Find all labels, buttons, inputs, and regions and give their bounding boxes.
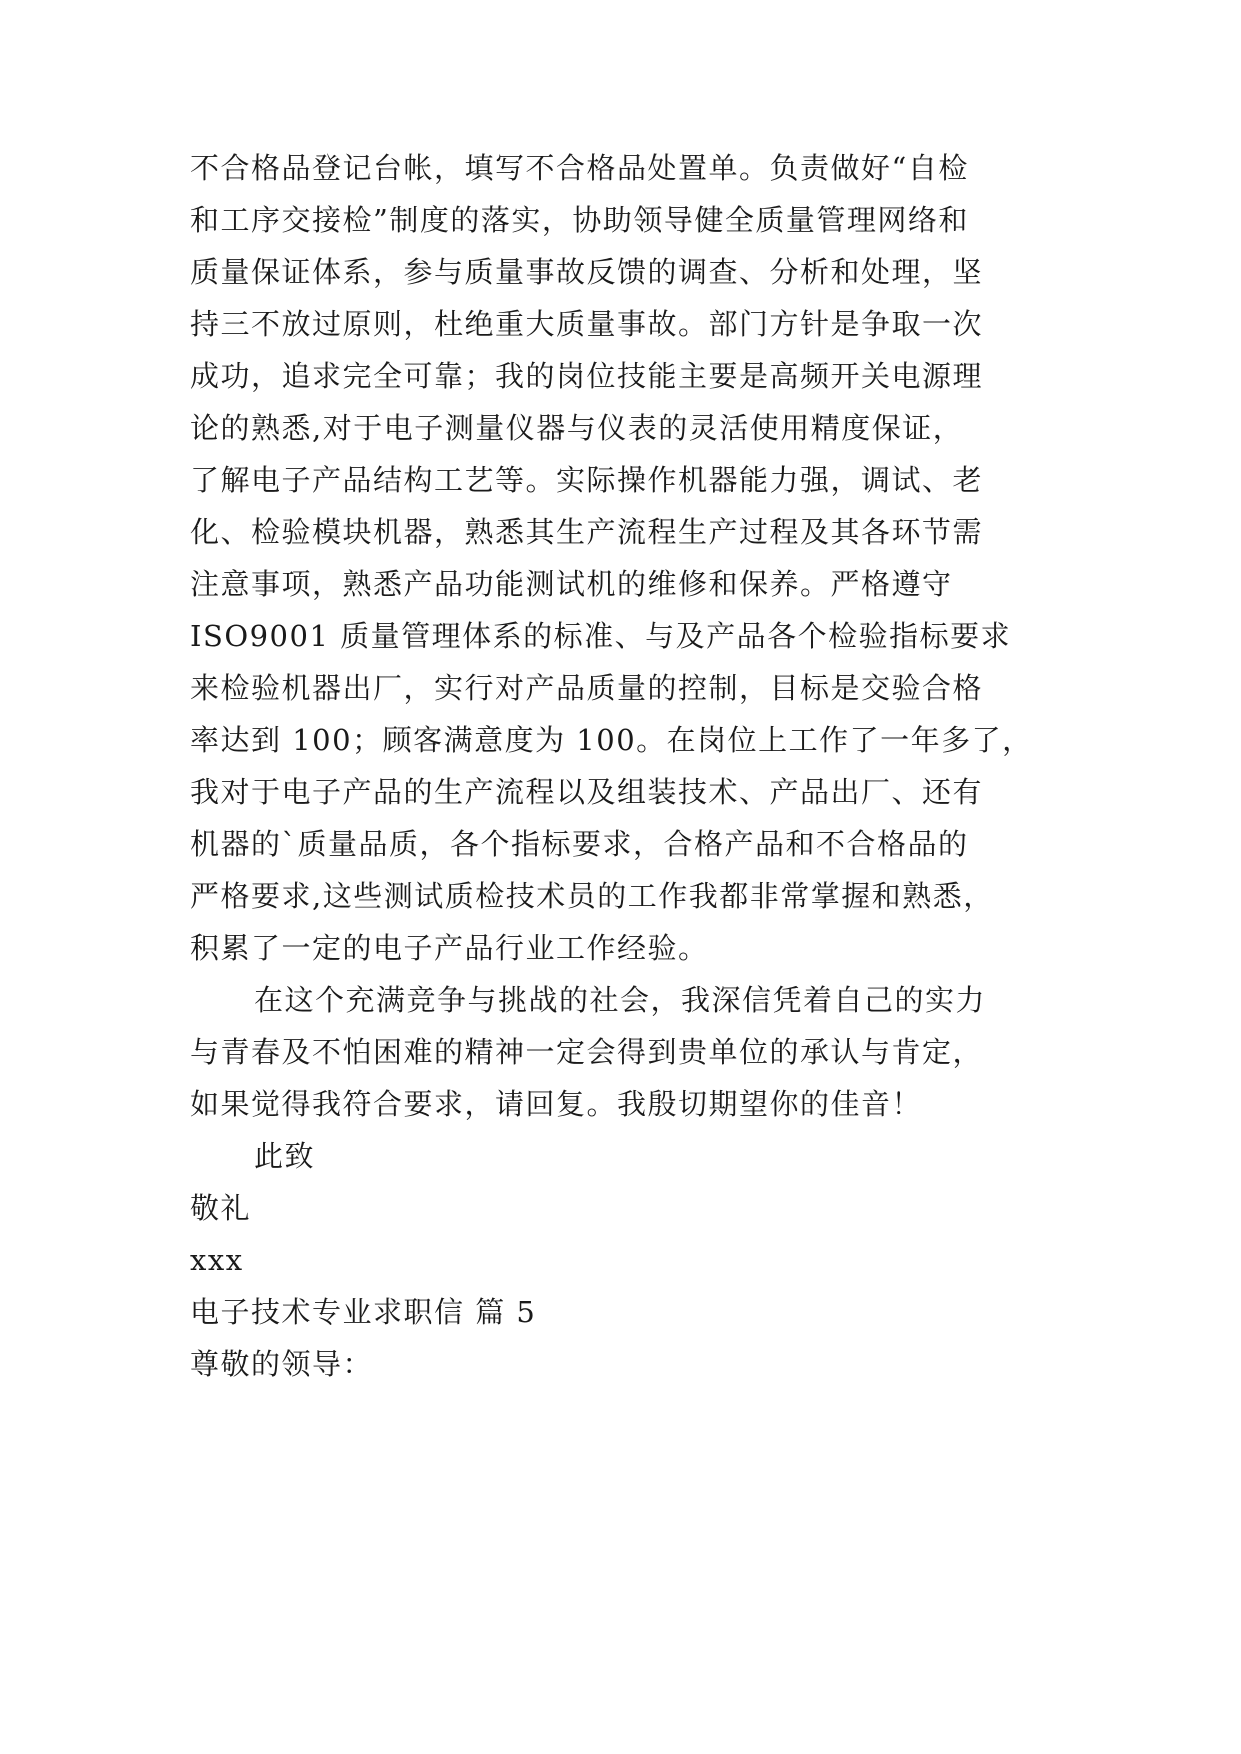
body-line: 来检验机器出厂，实行对产品质量的控制，目标是交验合格 [190,671,984,705]
greeting: 尊敬的领导： [190,1347,374,1381]
salutation-jing-li: 敬礼 [190,1191,252,1225]
body-line: 质量保证体系，参与质量事故反馈的调查、分析和处理，坚 [190,255,984,289]
body-line: 我对于电子产品的生产流程以及组装技术、产品出厂、还有 [190,775,984,809]
body-line: 论的熟悉,对于电子测量仪器与仪表的灵活使用精度保证， [190,411,964,445]
section-title: 电子技术专业求职信 篇 5 [190,1295,537,1329]
body-line: 成功，追求完全可靠；我的岗位技能主要是高频开关电源理 [190,359,984,393]
body-line: 不合格品登记台帐，填写不合格品处置单。负责做好“自检 [190,151,969,185]
body-line: 率达到 100；顾客满意度为 100。在岗位上工作了一年多了， [190,723,1033,757]
body-line: 注意事项，熟悉产品功能测试机的维修和保养。严格遵守 [190,567,953,601]
closing-line: 在这个充满竞争与挑战的社会，我深信凭着自己的实力 [254,983,987,1017]
body-line: 化、检验模块机器，熟悉其生产流程生产过程及其各环节需 [190,515,984,549]
closing-line: 与青春及不怕困难的精神一定会得到贵单位的承认与肯定， [190,1035,984,1069]
body-line: 严格要求,这些测试质检技术员的工作我都非常掌握和熟悉， [190,879,994,913]
salutation-ci-zhi: 此致 [254,1139,316,1173]
body-line: 积累了一定的电子产品行业工作经验。 [190,931,709,965]
signature: xxx [190,1243,244,1277]
body-line: 了解电子产品结构工艺等。实际操作机器能力强，调试、老 [190,463,984,497]
closing-line: 如果觉得我符合要求，请回复。我殷切期望你的佳音！ [190,1087,923,1121]
body-line: 和工序交接检”制度的落实，协助领导健全质量管理网络和 [190,203,969,237]
body-line: ISO9001 质量管理体系的标准、与及产品各个检验指标要求 [190,619,1012,653]
body-line: 机器的`质量品质，各个指标要求，合格产品和不合格品的 [190,827,969,861]
body-line: 持三不放过原则，杜绝重大质量事故。部门方针是争取一次 [190,307,984,341]
